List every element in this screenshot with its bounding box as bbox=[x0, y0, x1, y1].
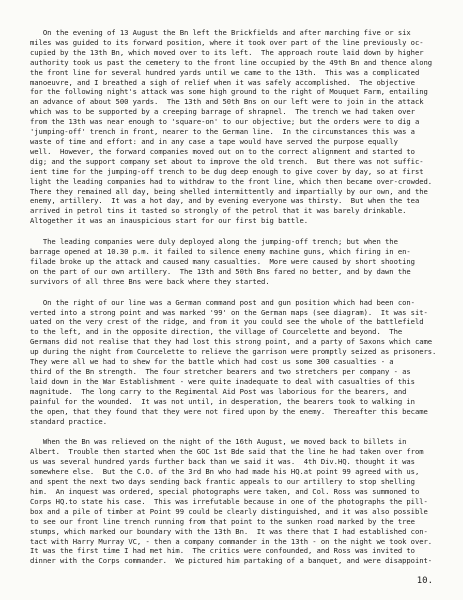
text-line: verted into a strong point and was marked '99' on the German maps (see diagram). It was sit- bbox=[30, 307, 428, 317]
text-line: dig; and the support company set about to improve the old trench. But there was not suffic- bbox=[30, 156, 424, 166]
text-line: him. An inquest was ordered, special photographs were taken, and Col. Ross was summoned to bbox=[30, 486, 420, 496]
text-line: painful for the wounded. It was not until, in desperation, the bearers took to walking in bbox=[30, 396, 415, 406]
text-line: manoeuvre, and I breathed a sigh of relief when it was safely accomplished. The objective bbox=[30, 77, 415, 87]
text-line: On the right of our line was a German command post and gun position which had been con- bbox=[30, 297, 415, 307]
text-line: to the left, and in the opposite direction, the village of Courcelette and beyond. The bbox=[30, 327, 403, 337]
text-line: on the part of our own artillery. The 13th and 50th Bns fared no better, and by dawn the bbox=[30, 266, 411, 276]
text-line: There they remained all day, being shelled intermittently and impartially by our own, and the bbox=[30, 186, 428, 196]
paragraph bbox=[30, 298, 437, 427]
text-line: stumps, which marked our boundary with the 13th Bn. It was there that I had established con- bbox=[30, 526, 428, 536]
text-line: laid down in the War Establishment - were quite inadequate to deal with casualties of this bbox=[30, 376, 415, 386]
text-line: tact with Harry Murray VC, - then a company commander in the 13th - on the night we took over. bbox=[30, 536, 433, 546]
text-line: light the leading companies had to withdraw to the front line, which then became over-crowded. bbox=[30, 176, 433, 186]
text-line: the open, that they found that they were not fired upon by the enemy. Thereafter this became bbox=[30, 406, 428, 416]
body-text bbox=[30, 28, 437, 566]
text-line: barrage opened at 10.30 p.m. it failed to silence enemy machine guns, which firing in en- bbox=[30, 247, 411, 257]
text-line: to see our front line trench running from that point to the sunken road marked by the tree bbox=[30, 516, 415, 526]
text-line: and spent the next two days sending back frantic appeals to our artillery to stop shelling bbox=[30, 477, 415, 487]
text-line: Albert. Trouble then started when the GOC 1st Bde said that the line he had taken over from bbox=[30, 447, 424, 457]
text-line: box and a pile of timber at Point 99 could be clearly distinguished, and it was also possible bbox=[30, 506, 428, 516]
text-line: up during the night from Courcelette to relieve the garrison were promptly seized as prisoners. bbox=[30, 347, 437, 357]
paragraph bbox=[30, 237, 437, 287]
text-line: miles was guided to its forward position, where it took over part of the line previously oc- bbox=[30, 37, 424, 47]
text-line: which was to be supported by a creeping barrage of shrapnel. The trench we had taken over bbox=[30, 107, 415, 117]
text-line: Altogether it was an inauspicious start for our first big battle. bbox=[30, 216, 309, 226]
text-line: uated on the very crest of the ridge, and from it you could see the whole of the battlefield bbox=[30, 317, 424, 327]
text-line: an advance of about 500 yards. The 13th and 50th Bns on our left were to join in the attack bbox=[30, 97, 424, 107]
text-line: third of the Bn strength. The four stretcher bearers and two stretchers per company - as bbox=[30, 367, 411, 376]
text-line: for the following night's attack was some high ground to the right of Mouquet Farm, entailing bbox=[30, 87, 428, 97]
text-line: the front line for several hundred yards until we came to the 13th. This was a complicated bbox=[30, 67, 420, 77]
text-line: authority took us past the cemetery to the front line occupied by the 49th Bn and thence along bbox=[30, 57, 433, 67]
text-line: ient time for the jumping-off trench to be dug deep enough to give cover by day, so at first bbox=[30, 166, 424, 176]
text-line: It was the first time I had met him. The critics were confounded, and Ross was invited to bbox=[30, 546, 415, 556]
text-line: They were all we had to shew for the battle which had cost us some 300 casualties - a bbox=[30, 357, 394, 367]
text-line: us was several hundred yards further back than we said it was. 4th Div.HQ. thought it was bbox=[30, 457, 415, 467]
text-line: Corps HQ.to state his case. This was irrefutable because in one of the photographs the pill- bbox=[30, 496, 428, 506]
text-line: enemy, artillery. It was a hot day, and by evening everyone was thirsty. But when the tea bbox=[30, 196, 420, 206]
text-line: well. However, the forward companies moved out on to the correct alignment and started to bbox=[30, 146, 415, 156]
text-line: When the Bn was relieved on the night of the 16th August, we moved back to billets in bbox=[30, 437, 407, 447]
text-line: arrived in petrol tins it tasted so strongly of the petrol that it was barely drinkable. bbox=[30, 206, 407, 216]
text-line: The leading companies were duly deployed along the jumping-off trench; but when the bbox=[30, 237, 398, 247]
text-line: filade broke up the attack and caused many casualties. More were caused by short shooting bbox=[30, 256, 415, 266]
page-number: 10. bbox=[416, 576, 433, 586]
text-line: from the 13th was near enough to 'square-on' to our objective; but the orders were to dig a bbox=[30, 117, 420, 127]
text-line: standard practice. bbox=[30, 416, 107, 426]
text-line: dinner with the Corps commander. We pictured him partaking of a banquet, and were disappoint- bbox=[30, 556, 433, 566]
paragraph bbox=[30, 437, 437, 566]
text-line: On the evening of 13 August the Bn left the Brickfields and after marching five or six bbox=[30, 28, 411, 37]
text-line: cupied by the 13th Bn, which moved over to its left. The approach route laid down by higher bbox=[30, 47, 424, 57]
text-line: Germans did not realise that they had lost this strong point, and a party of Saxons which came bbox=[30, 337, 433, 347]
text-line: magnitude. The long carry to the Regimental Aid Post was laborious for the bearers, and bbox=[30, 386, 407, 396]
text-line: waste of time and effort: and in any case a tape would have served the purpose equally bbox=[30, 136, 398, 146]
paragraph bbox=[30, 28, 437, 226]
text-line: survivors of all three Bns were back where they started. bbox=[30, 276, 270, 286]
text-line: somewhere else. But the C.O. of the 3rd Bn who had made his HQ.at point 99 agreed with us, bbox=[30, 467, 420, 477]
text-line: 'jumping-off' trench in front, nearer to the German line. In the circumstances this was a bbox=[30, 127, 415, 137]
